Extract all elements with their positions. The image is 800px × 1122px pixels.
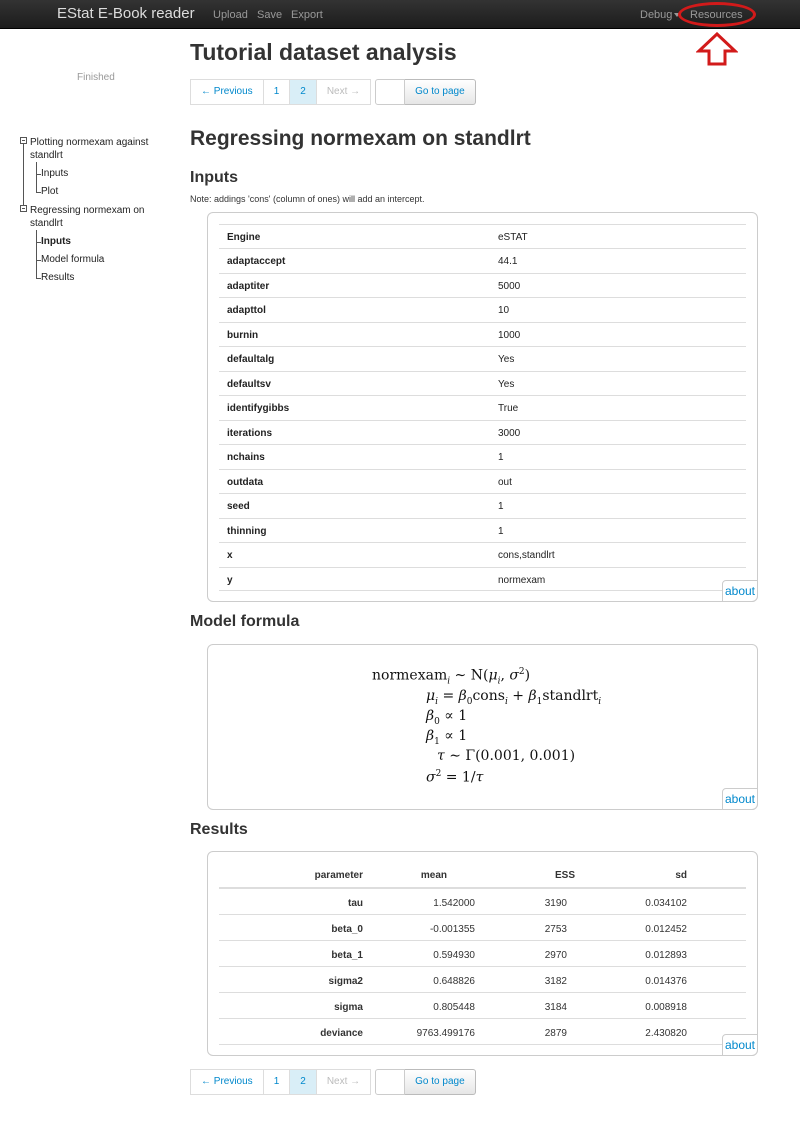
up-arrow-icon: [696, 32, 738, 66]
input-key: burnin: [227, 330, 259, 341]
results-panel: [207, 851, 758, 1056]
input-value: 5000: [498, 281, 521, 292]
input-value: 1: [498, 501, 504, 512]
inputs-heading: Inputs: [190, 169, 238, 186]
input-key: defaultalg: [227, 354, 275, 365]
collapse-icon[interactable]: [20, 137, 27, 144]
toc-item-inputs-1[interactable]: Inputs: [41, 168, 69, 179]
input-key: adaptiter: [227, 281, 270, 292]
export-link[interactable]: Export: [291, 9, 323, 21]
input-key: iterations: [227, 428, 273, 439]
page-2-button[interactable]: 2: [289, 79, 317, 105]
column-header: mean: [420, 870, 447, 881]
input-value: 1: [498, 452, 504, 463]
column-header: ESS: [554, 870, 575, 881]
upload-link[interactable]: Upload: [213, 9, 248, 21]
next-page-button[interactable]: Next →: [316, 79, 371, 105]
next-page-button[interactable]: Next →: [316, 1069, 371, 1095]
about-button[interactable]: about: [722, 580, 758, 602]
column-header: sd: [675, 870, 687, 881]
intercept-note: Note: addings 'cons' (column of ones) will add an intercept.: [190, 194, 425, 204]
page-number-input[interactable]: [375, 1069, 405, 1095]
section-heading: Regressing normexam on standlrt: [190, 127, 531, 150]
table-row: deviance 9763.499176 2879 2.430820: [219, 1019, 746, 1045]
table-row: tau 1.542000 3190 0.034102: [219, 889, 746, 915]
about-button[interactable]: about: [722, 1034, 758, 1056]
page-1-button[interactable]: 1: [263, 1069, 291, 1095]
input-key: y: [227, 575, 233, 586]
debug-menu[interactable]: Debug: [640, 9, 680, 21]
highlight-ellipse: [678, 2, 756, 27]
input-key: thinning: [227, 526, 267, 537]
table-row: sigma 0.805448 3184 0.008918: [219, 993, 746, 1019]
table-row: beta_1 0.594930 2970 0.012893: [219, 941, 746, 967]
input-value: Yes: [498, 379, 515, 390]
toc-item-plotting[interactable]: Plotting normexam against standlrt: [30, 137, 149, 161]
prev-page-button[interactable]: ← Previous: [190, 79, 264, 105]
collapse-icon[interactable]: [20, 205, 27, 212]
input-key: adaptaccept: [227, 256, 286, 267]
input-value: 3000: [498, 428, 521, 439]
results-heading: Results: [190, 821, 248, 838]
brand[interactable]: EStat E-Book reader: [57, 5, 195, 22]
page-2-button[interactable]: 2: [289, 1069, 317, 1095]
input-value: 10: [498, 305, 510, 316]
pager-bottom: [190, 1069, 476, 1095]
input-value: normexam: [498, 575, 546, 586]
go-to-page-button[interactable]: Go to page: [405, 1069, 475, 1095]
prev-page-button[interactable]: ← Previous: [190, 1069, 264, 1095]
input-value: cons,standlrt: [498, 550, 555, 561]
input-value: 44.1: [498, 256, 518, 267]
page-title: Tutorial dataset analysis: [190, 39, 457, 65]
results-header: [219, 863, 746, 889]
status-text: Finished: [77, 72, 115, 83]
save-link[interactable]: Save: [257, 9, 283, 21]
input-key: seed: [227, 501, 250, 512]
pager-top: [190, 79, 476, 105]
go-to-page-button[interactable]: Go to page: [405, 79, 475, 105]
toc-item-model-formula[interactable]: Model formula: [41, 254, 105, 265]
input-key: Engine: [227, 232, 261, 243]
input-value: eSTAT: [498, 232, 528, 243]
input-key: x: [227, 550, 233, 561]
toc-item-inputs-2[interactable]: Inputs: [41, 236, 71, 247]
page-1-button[interactable]: 1: [263, 79, 291, 105]
table-row: beta_0 -0.001355 2753 0.012452: [219, 915, 746, 941]
toc-item-regressing[interactable]: Regressing normexam on standlrt: [30, 205, 145, 229]
toc-item-results[interactable]: Results: [41, 272, 75, 283]
input-value: out: [498, 477, 512, 488]
input-key: nchains: [227, 452, 265, 463]
input-key: outdata: [227, 477, 264, 488]
page-number-input[interactable]: [375, 79, 405, 105]
model-formula-heading: Model formula: [190, 613, 300, 630]
input-value: 1000: [498, 330, 521, 341]
resources-link[interactable]: Resources: [690, 9, 743, 21]
input-key: defaultsv: [227, 379, 271, 390]
table-row: sigma2 0.648826 3182 0.014376: [219, 967, 746, 993]
column-header: parameter: [314, 870, 363, 881]
inputs-panel: [207, 212, 758, 602]
input-key: adapttol: [227, 305, 266, 316]
input-value: True: [498, 403, 519, 414]
input-key: identifygibbs: [227, 403, 290, 414]
about-button[interactable]: about: [722, 788, 758, 810]
toc-item-plot[interactable]: Plot: [41, 186, 59, 197]
input-value: 1: [498, 526, 504, 537]
input-value: Yes: [498, 354, 515, 365]
model-formula-panel: normexam$_i$ ∼ $N(\mu_i$, $\sigma^2$) $\mu_i$ = $\beta_0cons_i$ + $\beta_1standlrt_i$ $\beta_0 \propto 1$ $\beta_1 \propto 1$ τ ∼ Γ(0.001, 0.001) $\sigma^2 = 1/\tau$ about: [207, 644, 758, 810]
